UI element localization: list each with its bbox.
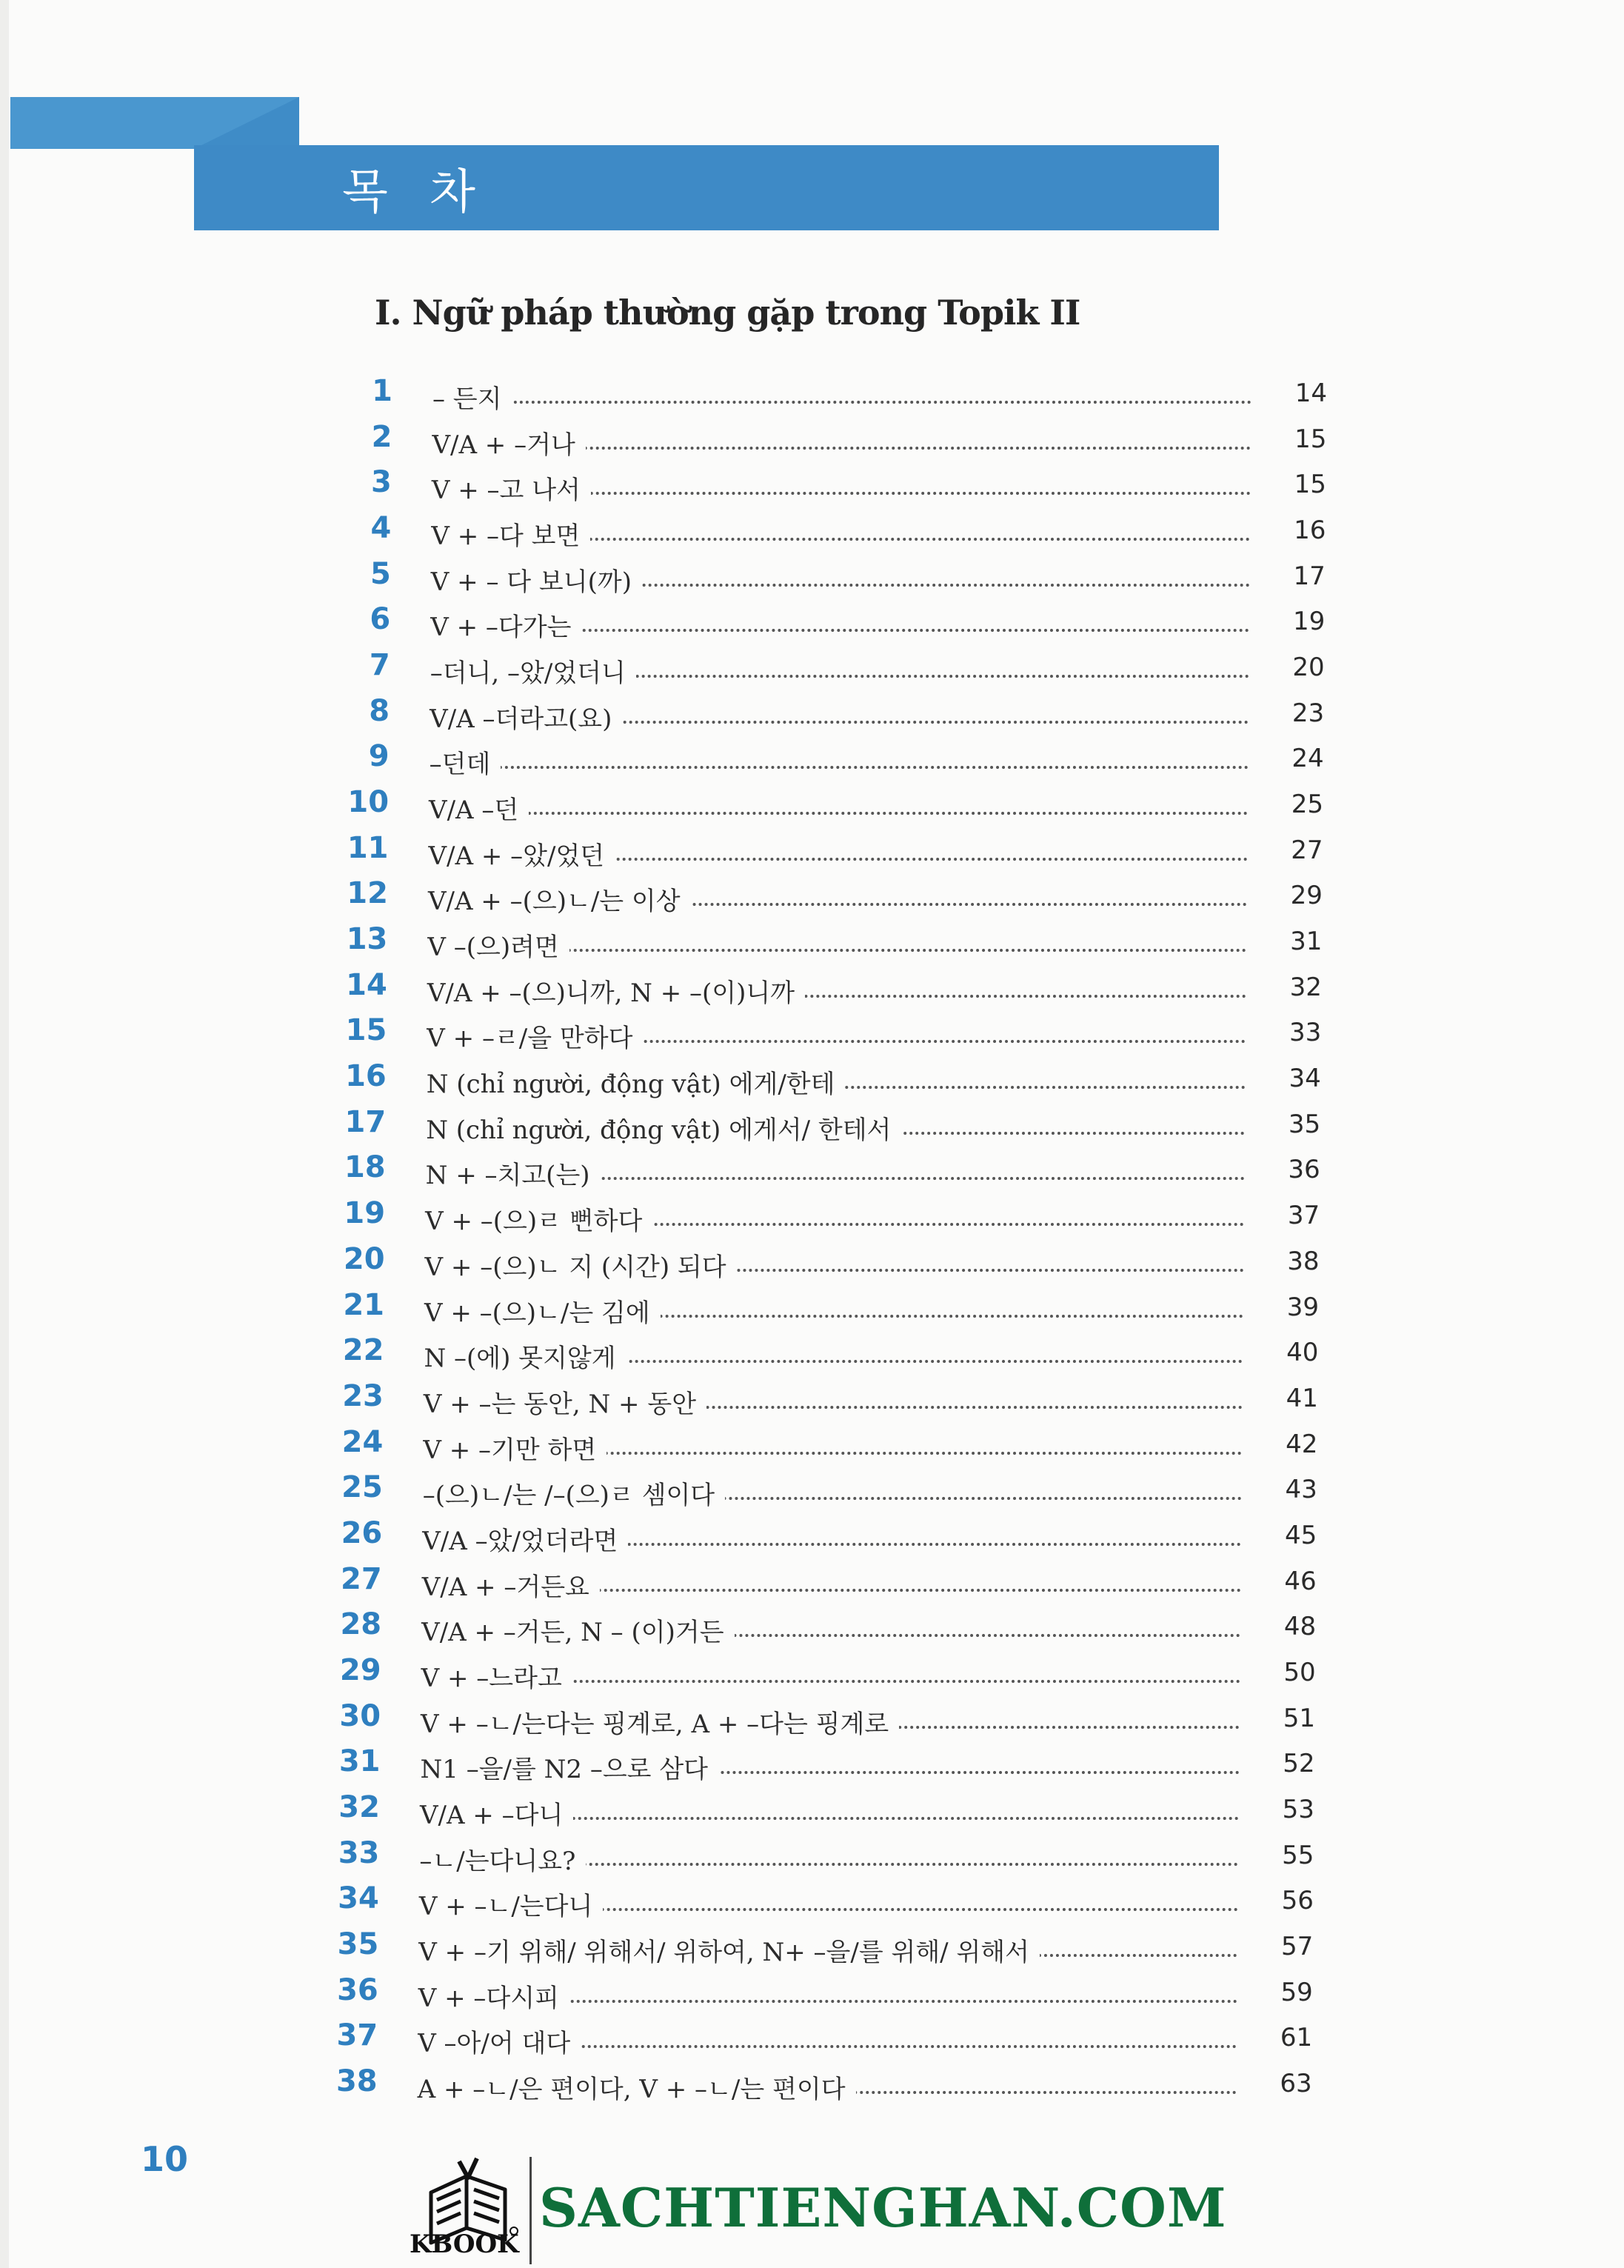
toc-entry-number: 15 bbox=[345, 1013, 387, 1048]
toc-entry-number: 9 bbox=[368, 739, 390, 774]
toc-entry bbox=[0, 1288, 1624, 1331]
toc-entry bbox=[0, 1470, 1624, 1513]
toc-entry-number: 11 bbox=[347, 830, 389, 865]
toc-entry-title: V + –는 동안, N + 동안 bbox=[424, 1384, 706, 1420]
toc-entry-number: 24 bbox=[341, 1424, 384, 1459]
toc-entry-page: 45 bbox=[1284, 1520, 1317, 1550]
toc-entry-number: 36 bbox=[337, 1972, 378, 2007]
toc-entry-title: –ㄴ/는다니요? bbox=[419, 1841, 586, 1877]
toc-entry-title: V –아/어 대다 bbox=[418, 2023, 581, 2059]
toc-entry-page: 19 bbox=[1292, 607, 1326, 637]
toc-entry bbox=[0, 602, 1624, 645]
toc-entry-number: 33 bbox=[338, 1835, 380, 1870]
toc-entry bbox=[0, 1150, 1624, 1193]
toc-entry bbox=[0, 739, 1624, 782]
toc-entry bbox=[0, 1105, 1624, 1148]
toc-entry-page: 42 bbox=[1286, 1429, 1318, 1459]
toc-entry-leader bbox=[433, 812, 1248, 815]
toc-entry-page: 48 bbox=[1283, 1612, 1317, 1642]
toc-entry-number: 16 bbox=[345, 1059, 387, 1094]
toc-entry-number: 31 bbox=[338, 1744, 381, 1779]
toc-entry-title: V/A –았/었더라면 bbox=[422, 1521, 628, 1557]
toc-entry bbox=[0, 1744, 1624, 1787]
page-number: 10 bbox=[141, 2139, 189, 2179]
toc-entry-number: 3 bbox=[371, 465, 392, 500]
toc-entry-title: V + – 다 보니(까) bbox=[431, 561, 642, 598]
toc-entry-number: 4 bbox=[370, 511, 392, 546]
toc-entry-title: V + –기 위해/ 위해서/ 위하여, N+ –을/를 위해/ 위해서 bbox=[418, 1932, 1040, 1968]
toc-entry-page: 23 bbox=[1291, 698, 1325, 728]
toc-entry bbox=[0, 511, 1624, 554]
toc-entry bbox=[0, 374, 1624, 417]
toc-entry-title: V/A + –(으)니까, N + –(이)니까 bbox=[427, 973, 805, 1009]
toc-entry-number: 29 bbox=[339, 1652, 381, 1687]
toc-entry-page: 15 bbox=[1294, 424, 1327, 454]
toc-entry-number: 8 bbox=[369, 693, 390, 728]
toc-entry-number: 37 bbox=[336, 2018, 378, 2053]
toc-entry-title: N (chỉ người, động vật) 에게/한테 bbox=[427, 1064, 846, 1100]
toc-entry bbox=[0, 1973, 1624, 2016]
toc-entry-title: –던데 bbox=[430, 744, 501, 780]
toc-entry bbox=[0, 1653, 1624, 1696]
toc-entry bbox=[0, 1013, 1624, 1056]
toc-entry-title: V + –다가는 bbox=[430, 607, 581, 643]
toc-entry bbox=[0, 648, 1624, 691]
toc-entry-number: 1 bbox=[372, 374, 392, 408]
toc-entry-title: – 든지 bbox=[432, 378, 512, 415]
toc-entry-number: 23 bbox=[342, 1378, 384, 1413]
toc-entry-number: 17 bbox=[344, 1104, 387, 1139]
toc-entry-leader bbox=[437, 401, 1252, 404]
toc-entry-number: 25 bbox=[341, 1470, 383, 1505]
toc-entry-number: 30 bbox=[339, 1698, 381, 1733]
toc-entry bbox=[0, 465, 1624, 508]
toc-entry-page: 46 bbox=[1284, 1566, 1317, 1596]
toc-entry-number: 10 bbox=[347, 785, 390, 820]
toc-entry-page: 57 bbox=[1281, 1931, 1314, 1961]
toc-entry-number: 19 bbox=[344, 1196, 386, 1231]
toc-entry-page: 41 bbox=[1286, 1383, 1318, 1413]
toc-entry-number: 26 bbox=[341, 1515, 383, 1550]
toc-entry-title: N + –치고(는) bbox=[426, 1155, 601, 1191]
toc-entry-page: 31 bbox=[1290, 927, 1323, 957]
toc-entry-number: 13 bbox=[346, 922, 388, 957]
toc-entry-title: V + –느라고 bbox=[421, 1658, 572, 1694]
toc-entry-page: 51 bbox=[1283, 1703, 1316, 1733]
toc-entry-number: 5 bbox=[370, 556, 391, 591]
toc-entry bbox=[0, 2064, 1624, 2107]
toc-entry-page: 33 bbox=[1289, 1018, 1322, 1048]
toc-entry-page: 63 bbox=[1280, 2069, 1312, 2098]
toc-entry-page: 59 bbox=[1280, 1977, 1313, 2007]
toc-entry-title: A + –ㄴ/은 편이다, V + –ㄴ/는 편이다 bbox=[418, 2069, 856, 2105]
toc-entry bbox=[0, 1059, 1624, 1102]
section-title: Ⅰ. Ngữ pháp thường gặp trong Topik II bbox=[375, 293, 1080, 333]
toc-entry bbox=[0, 1881, 1624, 1924]
toc-entry bbox=[0, 1836, 1624, 1879]
toc-entry bbox=[0, 1196, 1624, 1239]
toc-entry-title: N (chỉ người, động vật) 에게서/ 한테서 bbox=[426, 1110, 901, 1146]
toc-entry-page: 50 bbox=[1283, 1657, 1316, 1687]
toc-entry-page: 34 bbox=[1289, 1064, 1321, 1094]
toc-entry bbox=[0, 1790, 1624, 1833]
toc-entry-title: V/A + –거나 bbox=[432, 424, 585, 461]
toc-entry-page: 56 bbox=[1281, 1886, 1314, 1916]
toc-entry-number: 35 bbox=[337, 1927, 379, 1961]
toc-entry-page: 39 bbox=[1286, 1292, 1319, 1322]
toc-entry bbox=[0, 1607, 1624, 1650]
toc-entry bbox=[0, 1242, 1624, 1285]
banner-notch bbox=[194, 97, 299, 149]
toc-entry bbox=[0, 922, 1624, 965]
toc-entry-number: 32 bbox=[338, 1790, 380, 1824]
toc-entry-leader bbox=[434, 766, 1249, 769]
toc-entry-page: 40 bbox=[1286, 1338, 1319, 1368]
toc-entry-page: 27 bbox=[1291, 835, 1323, 865]
toc-entry bbox=[0, 1425, 1624, 1468]
toc-entry-title: V/A + –았/었던 bbox=[429, 836, 615, 872]
brand-name: SACHTIENGHAN.COM bbox=[539, 2176, 1227, 2239]
toc-entry-number: 21 bbox=[343, 1287, 384, 1322]
toc-entry-page: 36 bbox=[1288, 1155, 1320, 1185]
toc-entry-page: 29 bbox=[1290, 881, 1323, 911]
toc-entry bbox=[0, 557, 1624, 600]
toc-entry-title: V + –ㄹ/을 만하다 bbox=[427, 1018, 643, 1054]
toc-entry-title: V + –ㄴ/는다니 bbox=[419, 1886, 604, 1922]
toc-entry bbox=[0, 785, 1624, 828]
toc-entry-page: 38 bbox=[1287, 1246, 1320, 1276]
toc-entry bbox=[0, 831, 1624, 874]
toc-entry-number: 34 bbox=[338, 1881, 379, 1916]
toc-entry-title: –(으)ㄴ/는 /–(으)ㄹ 셈이다 bbox=[423, 1475, 725, 1511]
toc-entry-number: 28 bbox=[340, 1607, 382, 1642]
toc-entry-page: 32 bbox=[1289, 972, 1322, 1002]
toc-entry-page: 20 bbox=[1292, 653, 1325, 683]
toc-entry-number: 12 bbox=[347, 876, 388, 911]
toc-entry bbox=[0, 694, 1624, 737]
footer-divider bbox=[529, 2157, 532, 2264]
toc-entry-title: N –(에) 못지않게 bbox=[424, 1338, 626, 1374]
toc-entry-title: V + –(으)ㄴ/는 김에 bbox=[424, 1293, 661, 1329]
toc-entry-number: 6 bbox=[370, 602, 391, 637]
toc-entry-title: V –(으)려면 bbox=[427, 927, 569, 963]
toc-entry-page: 52 bbox=[1283, 1749, 1315, 1779]
toc-entry-page: 35 bbox=[1288, 1109, 1321, 1139]
toc-entry-title: V + –고 나서 bbox=[432, 470, 591, 506]
toc-entry bbox=[0, 1699, 1624, 1742]
toc-entry-page: 43 bbox=[1285, 1475, 1317, 1505]
toc-entry-title: V + –다 보면 bbox=[431, 516, 590, 552]
toc-entry-title: V + –(으)ㄴ 지 (시간) 되다 bbox=[425, 1247, 737, 1283]
toc-entry-page: 24 bbox=[1291, 744, 1324, 774]
toc-entry-page: 15 bbox=[1294, 470, 1326, 500]
toc-entry bbox=[0, 1927, 1624, 1970]
toc-entry-page: 16 bbox=[1294, 516, 1326, 546]
toc-entry bbox=[0, 2018, 1624, 2061]
logo-text: KBOOK bbox=[410, 2229, 519, 2259]
toc-entry-title: V/A + –거든요 bbox=[422, 1567, 600, 1603]
toc-entry-title: V/A + –다니 bbox=[420, 1795, 573, 1831]
toc-entry-number: 18 bbox=[344, 1150, 386, 1185]
toc-entry-title: V + –다시피 bbox=[418, 1978, 569, 2014]
toc-entry-title: V + –(으)ㄹ 뻔하다 bbox=[425, 1201, 652, 1237]
toc-entry bbox=[0, 1516, 1624, 1559]
toc-entry-number: 20 bbox=[343, 1241, 385, 1276]
toc-entry bbox=[0, 876, 1624, 919]
toc-entry-page: 61 bbox=[1280, 2023, 1313, 2053]
page-title: 목 차 bbox=[342, 165, 489, 220]
toc-entry-number: 22 bbox=[342, 1333, 384, 1368]
toc-entry bbox=[0, 1333, 1624, 1376]
toc-entry-title: V/A –던 bbox=[429, 790, 529, 826]
toc-entry bbox=[0, 968, 1624, 1011]
toc-entry-number: 14 bbox=[346, 967, 387, 1002]
toc-entry-number: 7 bbox=[369, 648, 390, 683]
toc-entry-page: 14 bbox=[1294, 378, 1327, 408]
toc-entry-title: –더니, –았/었더니 bbox=[430, 653, 636, 689]
toc-entry bbox=[0, 420, 1624, 463]
toc-entry-title: V/A + –거든, N – (이)거든 bbox=[421, 1612, 734, 1648]
toc-entry-title: V/A + –(으)ㄴ/는 이상 bbox=[428, 881, 691, 917]
toc-entry-title: V + –기만 하면 bbox=[423, 1430, 607, 1466]
toc-entry-page: 53 bbox=[1282, 1794, 1314, 1824]
toc-entry bbox=[0, 1379, 1624, 1422]
toc-entry-title: V/A –더라고(요) bbox=[430, 698, 622, 735]
toc-entry-number: 2 bbox=[371, 419, 392, 454]
toc-entry bbox=[0, 1562, 1624, 1605]
toc-entry-page: 25 bbox=[1291, 790, 1324, 820]
toc-entry-title: V + –ㄴ/는다는 핑계로, A + –다는 핑계로 bbox=[421, 1704, 899, 1740]
toc-entry-number: 27 bbox=[341, 1561, 382, 1596]
toc-entry-page: 17 bbox=[1293, 561, 1326, 591]
toc-entry-page: 37 bbox=[1287, 1201, 1320, 1231]
toc-entry-page: 55 bbox=[1282, 1840, 1314, 1870]
toc-entry-number: 38 bbox=[335, 2064, 378, 2098]
toc-entry-title: N1 –을/를 N2 –으로 삼다 bbox=[421, 1749, 719, 1785]
